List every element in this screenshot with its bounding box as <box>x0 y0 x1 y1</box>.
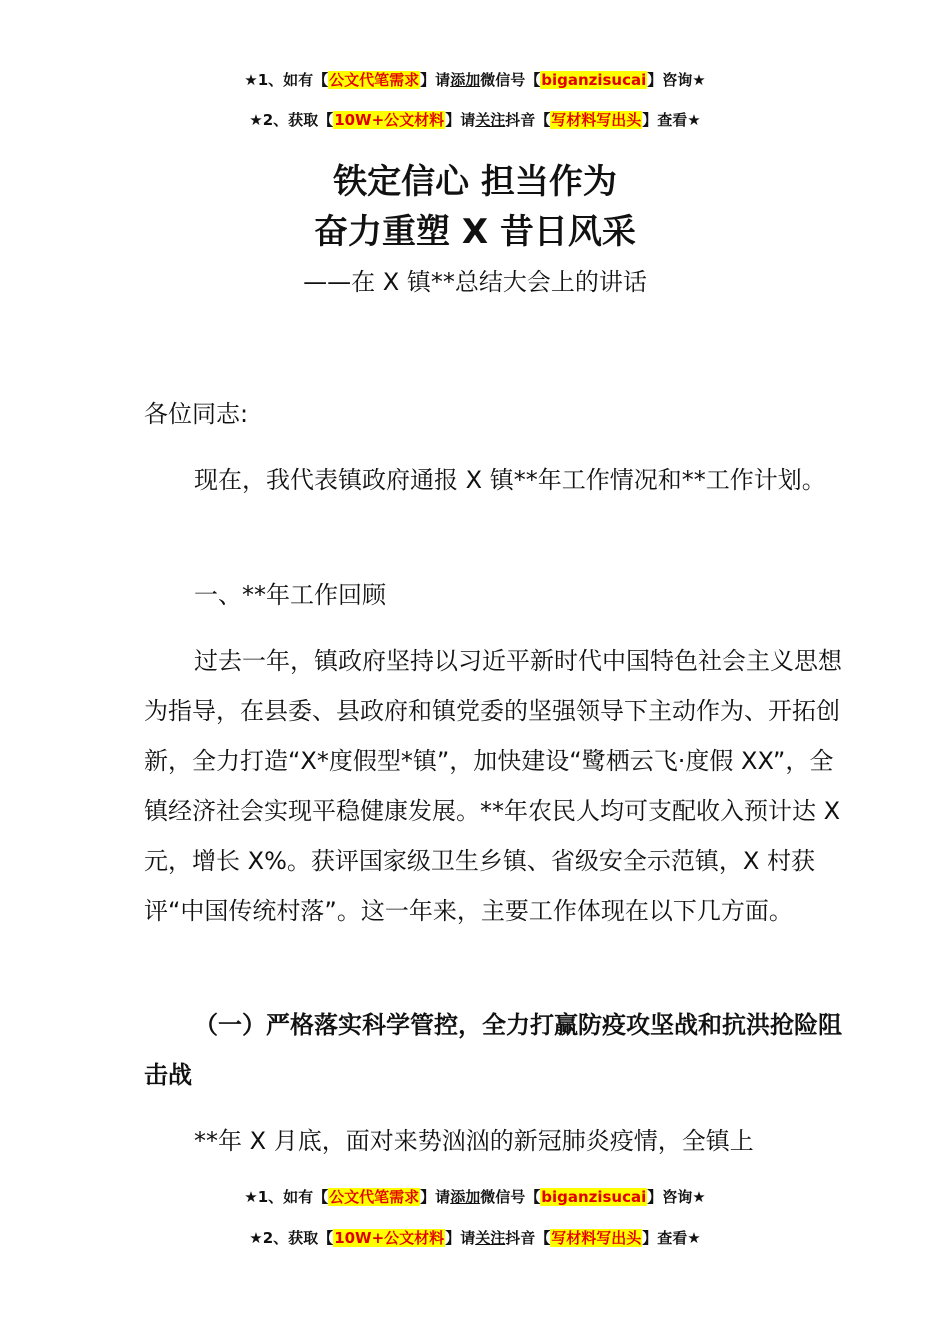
banner-highlight: 公文代笔需求 <box>329 71 420 89</box>
banner-text: 抖音【 <box>505 1229 551 1247</box>
banner-highlight: 10W+公文材料 <box>334 1229 445 1247</box>
body-paragraph: **年 X 月底，面对来势汹汹的新冠肺炎疫情，全镇上 <box>194 1127 754 1155</box>
footer-banner-line-2 <box>0 1227 950 1249</box>
banner-text: 】查看★ <box>642 1229 701 1247</box>
banner-text: 】咨询★ <box>647 71 706 89</box>
footer-banner-line-1 <box>0 1186 950 1208</box>
salutation: 各位同志: <box>144 400 249 428</box>
banner-wechat-id: biganzisucai <box>541 1188 647 1206</box>
document-title-line-2: 奋力重塑 X 昔日风采 <box>314 212 636 252</box>
banner-underlined: 关注 <box>475 1229 506 1247</box>
banner-text: 】请 <box>420 1188 451 1206</box>
banner-douyin-name: 写材料写出头 <box>551 111 642 129</box>
banner-douyin-name: 写材料写出头 <box>551 1229 642 1247</box>
banner-highlight: 公文代笔需求 <box>329 1188 420 1206</box>
banner-text: 】查看★ <box>642 111 701 129</box>
header-banner-line-1 <box>0 69 950 91</box>
banner-text: 】咨询★ <box>647 1188 706 1206</box>
intro-paragraph: 现在，我代表镇政府通报 X 镇**年工作情况和**工作计划。 <box>194 466 826 494</box>
banner-text: ★2、获取【 <box>249 111 334 129</box>
banner-underlined: 添加 <box>450 1188 481 1206</box>
subsection-heading: （一）严格落实科学管控，全力打赢防疫攻坚战和抗洪抢险阻击战 <box>144 1011 842 1089</box>
banner-text: 抖音【 <box>505 111 551 129</box>
banner-text: ★1、如有【 <box>244 1188 329 1206</box>
banner-underlined: 关注 <box>475 111 506 129</box>
banner-text: 】请 <box>445 1229 476 1247</box>
banner-wechat-id: biganzisucai <box>541 71 647 89</box>
banner-text: 微信号【 <box>480 71 541 89</box>
header-banner-line-2 <box>0 109 950 131</box>
banner-text: ★1、如有【 <box>244 71 329 89</box>
banner-text: 】请 <box>445 111 476 129</box>
document-title-line-1: 铁定信心 担当作为 <box>333 162 617 202</box>
banner-text: 】请 <box>420 71 451 89</box>
section-heading: 一、**年工作回顾 <box>194 581 386 609</box>
banner-highlight: 10W+公文材料 <box>334 111 445 129</box>
banner-text: ★2、获取【 <box>249 1229 334 1247</box>
banner-underlined: 添加 <box>450 71 481 89</box>
document-subtitle: ——在 X 镇**总结大会上的讲话 <box>303 268 647 296</box>
banner-text: 微信号【 <box>480 1188 541 1206</box>
body-paragraph: 过去一年，镇政府坚持以习近平新时代中国特色社会主义思想为指导，在县委、县政府和镇党委的坚强领导下主动作为、开拓创新，全力打造“X*度假型*镇”，加快建设“鹭栖云飞·度假 XX”，全镇经济社会实现平稳健康发展。**年农民人均可支配收入预计达 X 元，增长 X%。获评国家级卫生乡镇、省级安全示范镇，X 村获评“中国传统村落”。这一年来，主要工作体现在以下几方面。 <box>144 647 842 925</box>
